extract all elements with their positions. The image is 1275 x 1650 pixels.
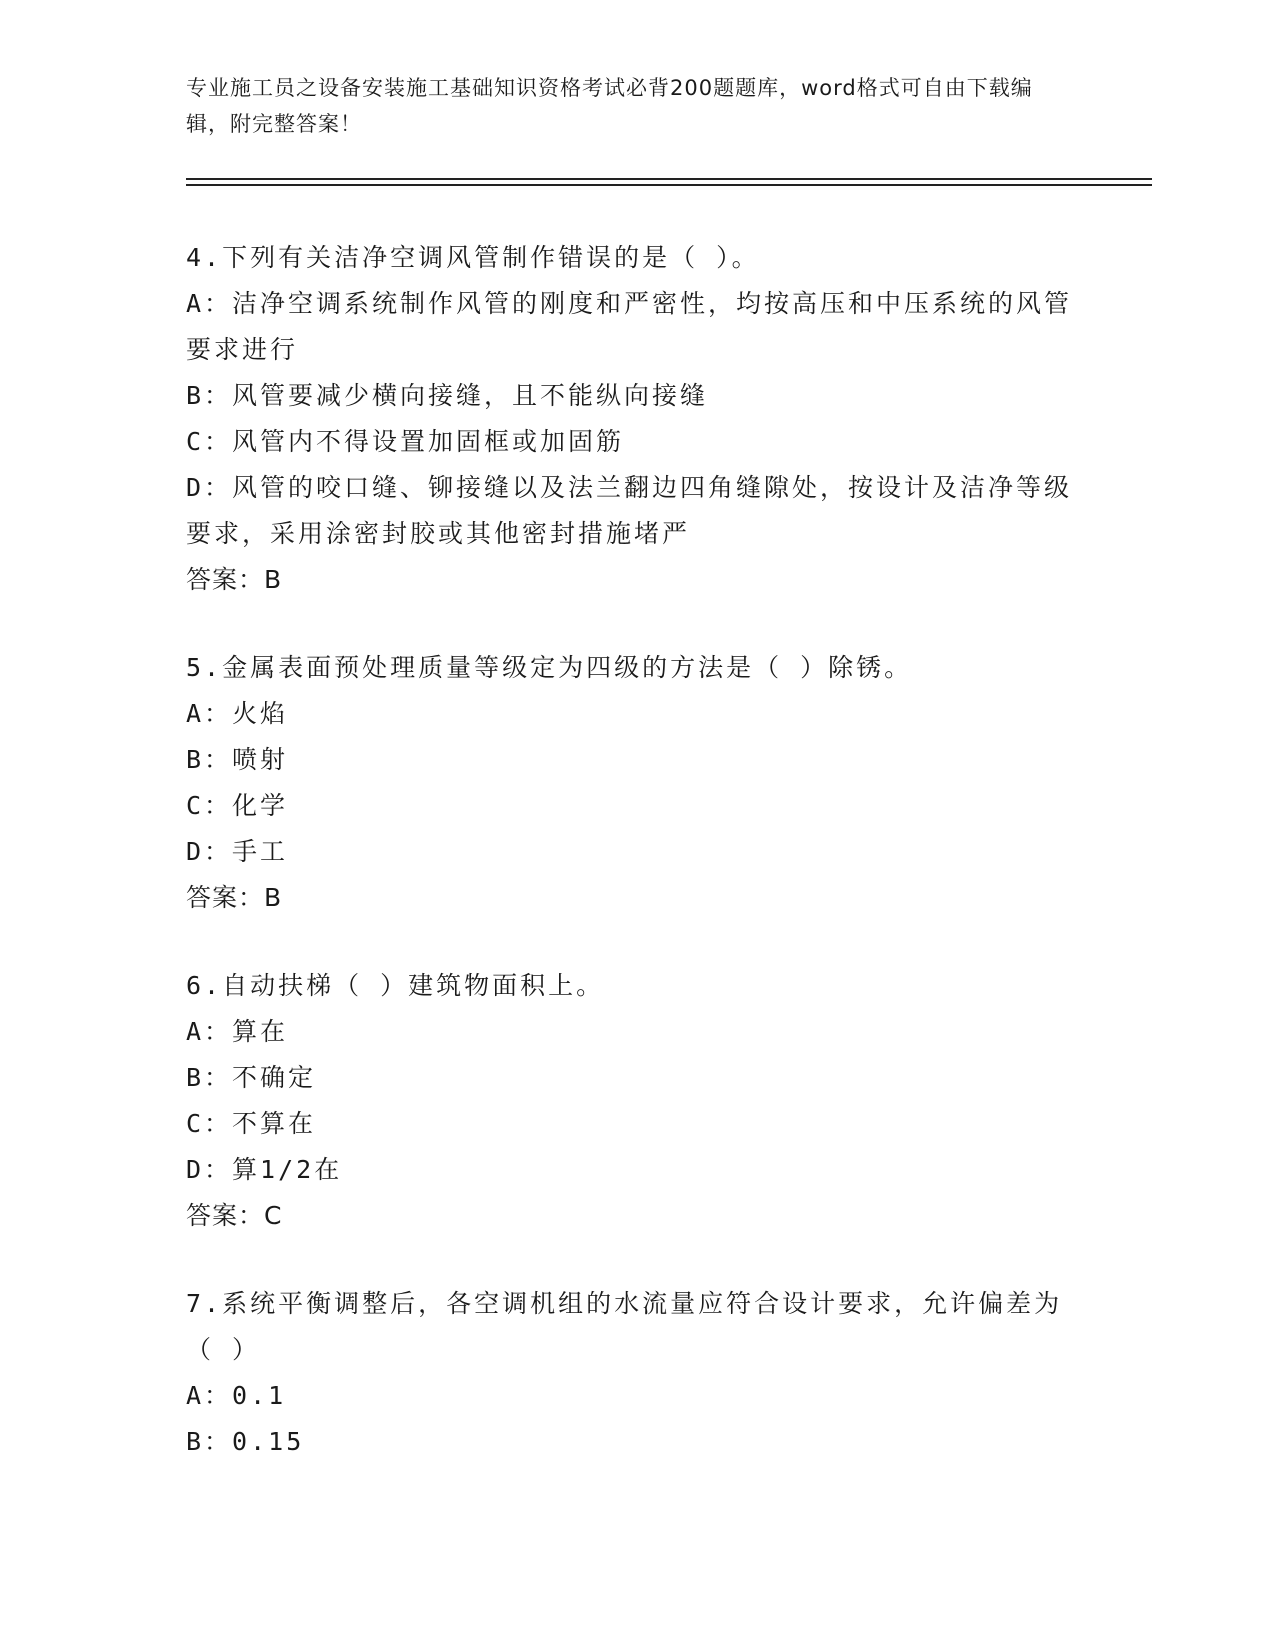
option-d: D：风管的咬口缝、铆接缝以及法兰翻边四角缝隙处，按设计及洁净等级要求，采用涂密封胶或其他密封措施堵严 <box>186 473 1073 548</box>
option-a: A：算在 <box>186 1017 289 1046</box>
answer: 答案：C <box>186 1201 283 1230</box>
answer: 答案：B <box>186 883 283 912</box>
question-stem: 4.下列有关洁净空调风管制作错误的是（ ）。 <box>186 243 760 272</box>
header-divider-bottom <box>186 184 1152 186</box>
answer: 答案：B <box>186 565 283 594</box>
header-divider-top <box>186 178 1152 180</box>
option-b: B：喷射 <box>186 745 289 774</box>
option-b: B：风管要减少横向接缝，且不能纵向接缝 <box>186 381 709 410</box>
question-7 <box>186 1281 1086 1465</box>
option-b: B：0.15 <box>186 1427 305 1456</box>
option-c: C：化学 <box>186 791 289 820</box>
document-header: 专业施工员之设备安装施工基础知识资格考试必背200题题库，word格式可自由下载编辑，附完整答案！ <box>186 76 1033 136</box>
option-a: A：0.1 <box>186 1381 287 1410</box>
option-a: A：洁净空调系统制作风管的刚度和严密性，均按高压和中压系统的风管要求进行 <box>186 289 1073 364</box>
question-stem: 5.金属表面预处理质量等级定为四级的方法是（ ）除锈。 <box>186 653 913 682</box>
question-6 <box>186 963 1086 1239</box>
option-a: A：火焰 <box>186 699 289 728</box>
question-stem: 6.自动扶梯（ ）建筑物面积上。 <box>186 971 605 1000</box>
option-b: B：不确定 <box>186 1063 317 1092</box>
option-c: C：风管内不得设置加固框或加固筋 <box>186 427 625 456</box>
option-d: D：手工 <box>186 837 289 866</box>
question-list <box>186 235 1086 1507</box>
question-4 <box>186 235 1086 603</box>
question-stem: 7.系统平衡调整后，各空调机组的水流量应符合设计要求，允许偏差为（ ） <box>186 1289 1063 1364</box>
question-5 <box>186 645 1086 921</box>
option-c: C：不算在 <box>186 1109 317 1138</box>
option-d: D：算1/2在 <box>186 1155 343 1184</box>
